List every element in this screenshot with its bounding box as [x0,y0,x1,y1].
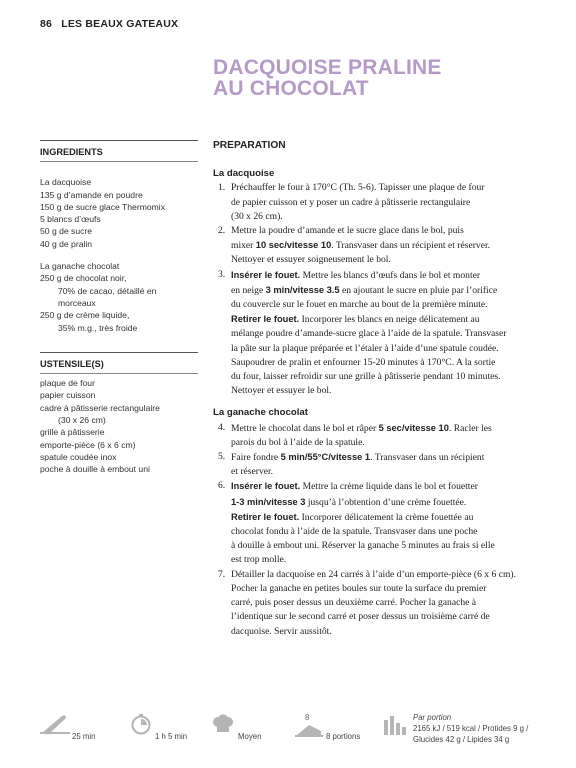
ustensiles-list [40,377,198,475]
step-text: Incorporer les blancs en neige délicatement au [299,314,480,326]
step-text: Nettoyer et essuyer soigneusement le bol. [231,254,391,266]
nutrition-line-1: 2165 kJ / 519 kcal / Protides 9 g / [413,724,529,733]
step-text: à douille à embout uni. Réserver la ganache 5 minutes au frais si elle [231,540,495,552]
step-line [231,436,543,450]
step-number: 4. [218,421,226,433]
step-line [231,342,543,356]
ingredient-item: 70% de cacao, détaillé en [58,285,157,296]
step-text: Mettre les blancs d’œufs dans le bol et monter [300,269,481,281]
step-text: et réserver. [231,466,274,478]
step-line [231,268,543,283]
total-time-label: 1 h 5 min [155,732,188,741]
step-text: chocolat fondu à l’aide de la spatule. Transvaser dans une poche [231,526,478,538]
step-line [231,539,543,553]
step-line [231,582,543,596]
ingredient-item: 135 g d’amande en poudre [40,189,143,200]
difficulty-label: Moyen [238,732,262,741]
step-text: dacquoise. Servir aussitôt. [231,625,332,637]
recipe-info-footer [0,705,576,755]
ustensile-item: (30 x 26 cm) [58,415,106,426]
ustensile-item: grille à pâtisserie [40,427,105,438]
knife-icon [40,713,70,735]
ustensile-item: emporte-pièce (6 x 6 cm) [40,439,136,450]
nutrition-line-2: Glucides 42 g / Lipides 34 g [413,735,510,744]
step-number: 5. [218,451,226,463]
step-line [231,298,543,312]
step-number: 2. [218,225,226,237]
ingredient-item: 50 g de sucre [40,226,93,237]
recipe-title-line-2: AU CHOCOLAT [213,77,369,100]
step-line [231,525,543,539]
step-emphasis: Insérer le fouet. [231,481,301,492]
step-emphasis: Insérer le fouet. [231,269,301,280]
ustensiles-heading: USTENSILE(S) [40,352,198,374]
sidebar [40,140,198,476]
step-7 [213,568,543,639]
step-emphasis: Retirer le fouet. [231,314,300,325]
ingredients-heading: INGREDIENTS [40,140,198,162]
step-1 [213,181,543,224]
step-text: Incorporer délicatement la crème fouettée au [299,511,474,523]
step-text: Mettre la crème liquide dans le bol et fouetter [300,481,478,493]
step-line [231,596,543,610]
step-line [231,568,543,582]
book-title: LES BEAUX GATEAUX [61,18,179,30]
step-number: 7. [218,568,226,580]
step-line [231,283,543,298]
step-text: Préchauffer le four à 170°C (Th. 5-6). Tapisser une plaque de four [231,182,485,194]
ingredient-item: La ganache chocolat [40,261,120,272]
page-number: 86 [40,18,53,30]
recipe-title-line-1: DACQUOISE PRALINE [213,56,442,79]
step-emphasis: 1-3 min/vitesse 3 [231,496,306,507]
preparation [213,139,543,639]
ustensile-item: spatule coudée inox [40,451,117,462]
step-text: du four, laisser refroidir sur une grille à pâtisserie pendant 10 minutes. [231,371,501,383]
ustensile-item: plaque de four [40,378,95,389]
step-line [231,210,543,224]
ustensile-item: papier cuisson [40,390,96,401]
step-text: carré, puis poser dessus un deuxième carré. Pocher la ganache à [231,597,477,609]
ingredient-item: 40 g de pralin [40,238,93,249]
chef-hat-icon [212,714,234,734]
nutrition-info [413,712,528,745]
step-text: l’identique sur le second carré et poser dessus un troisième carré de [231,611,490,623]
step-3 [213,268,543,399]
step-number: 1. [218,182,226,194]
nutrition-heading: Par portion [413,713,452,722]
step-emphasis: 3 min/vitesse 3.5 [265,284,340,295]
step-line [231,495,543,510]
step-emphasis: 10 sec/vitesse 10 [255,240,332,251]
step-text: Mettre la poudre d’amande et le sucre glace dans le bol, puis [231,225,464,237]
steps-ganache [213,421,543,639]
step-line [231,450,543,465]
step-emphasis: Retirer le fouet. [231,511,300,522]
step-line [231,224,543,238]
step-text: . Transvaser dans un récipient et réserver. [331,240,491,252]
ingredients-group-dacquoise [40,176,198,250]
step-line [231,181,543,195]
step-4 [213,421,543,450]
step-line [231,370,543,384]
ustensile-item: cadre à pâtisserie rectangulaire [40,402,160,413]
step-text: est trop molle. [231,554,287,566]
step-line [231,421,543,436]
step-line [231,553,543,567]
ingredient-item: 150 g de sucre glace Thermomix [40,201,165,212]
step-line [231,312,543,327]
recipe-title [213,57,553,99]
ustensile-item: poche à douille à embout uni [40,464,150,475]
step-text: Faire fondre [231,452,281,464]
step-line [231,625,543,639]
step-text: . Transvaser dans un récipient [370,452,485,464]
section-title-dacquoise: La dacquoise [213,168,275,180]
step-emphasis: 5 sec/vitesse 10 [378,422,449,433]
step-line [231,253,543,267]
step-text: Détailler la dacquoise en 24 carrés à l’aide d’un emporte-pièce (6 x 6 cm). [231,568,517,580]
step-text: du couvercle sur le fouet en marche au bout de la première minute. [231,299,488,311]
portions-icon-number: 8 [305,713,310,722]
step-text: en ajoutant le sucre en pluie par l’orifice [339,284,498,296]
steps-dacquoise [213,181,543,398]
step-line [231,356,543,370]
section-title-ganache: La ganache chocolat [213,407,308,419]
step-text: Pocher la ganache en petites boules sur toute la surface du premier [231,582,487,594]
step-text: Saupoudrer de pralin et enfourner 15-20 minutes à 170°C. A la sortie [231,356,496,368]
step-5 [213,450,543,479]
running-header [40,18,178,30]
ingredient-item: 250 g de chocolat noir, [40,273,127,284]
ingredient-item: 250 g de crème liquide, [40,310,130,321]
step-text: Nettoyer et essuyer le bol. [231,385,332,397]
step-6 [213,479,543,567]
ingredient-item: 5 blancs d’œufs [40,214,101,225]
preparation-heading: PREPARATION [213,140,286,151]
step-text: mixer [231,240,256,252]
step-text: mélange poudre d’amande-sucre glace à l’aide de la spatule. Transvaser [231,328,507,340]
step-text: parois du bol à l’aide de la spatule. [231,436,365,448]
prep-time-label: 25 min [72,732,96,741]
step-text: (30 x 26 cm). [231,210,283,222]
step-line [231,510,543,525]
step-number: 3. [218,268,226,280]
step-2 [213,224,543,268]
step-number: 6. [218,480,226,492]
step-text: Mettre le chocolat dans le bol et râper [231,422,379,434]
ingredients-group-ganache [40,260,198,334]
step-text: la pâte sur la plaque préparée et l’étaler à l’aide d’une spatule coudée. [231,342,499,354]
step-line [231,327,543,341]
step-text: en neige [231,284,266,296]
cake-slice-icon [295,723,323,737]
step-line [231,610,543,624]
timer-icon [130,713,152,735]
bar-chart-icon [383,714,409,736]
step-text: jusqu’à l’obtention d’une crème fouettée. [305,496,467,508]
ingredient-item: morceaux [58,297,96,308]
step-text: . Racler les [448,422,492,434]
step-line [231,238,543,253]
step-line [231,479,543,494]
step-emphasis: 5 min/55°C/vitesse 1 [280,452,371,463]
portions-label: 8 portions [326,732,361,741]
step-line [231,196,543,210]
step-line [231,465,543,479]
ingredient-item: 35% m.g., très froide [58,322,138,333]
ingredient-item: La dacquoise [40,177,92,188]
step-text: de papier cuisson et y poser un cadre à pâtisserie rectangulaire [231,196,471,208]
step-line [231,384,543,398]
